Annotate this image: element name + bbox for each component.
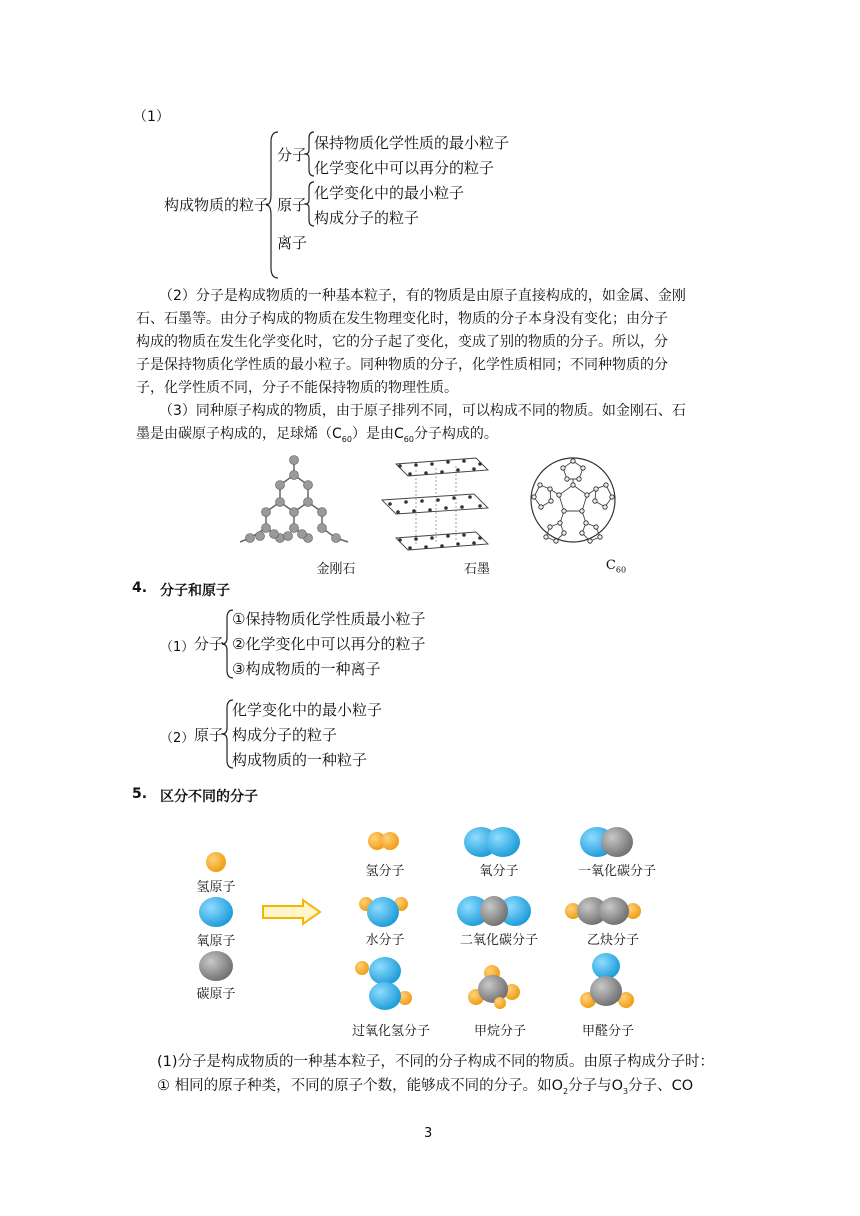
bottom-sub-2: 3 [623, 1086, 629, 1096]
oxygen-molecule [464, 827, 520, 857]
para2-line-1: （2）分子是构成物质的一种基本粒子，有的物质是由原子直接构成的，如金属、金刚 [159, 288, 686, 304]
label-oxygen-molecule: 氧分子 [479, 864, 519, 879]
caption-diamond: 金刚石 [316, 562, 356, 577]
section4-p2-item-3: 构成物质的一种粒子 [232, 751, 368, 769]
formaldehyde-molecule [580, 953, 634, 1008]
label-water-molecule: 水分子 [365, 933, 405, 948]
label-methane-molecule: 甲烷分子 [473, 1024, 526, 1039]
para2-line-4: 子是保持物质化学性质的最小粒子。同种物质的分子，化学性质相同；不同种物质的分 [136, 357, 668, 373]
methane-molecule [468, 965, 520, 1009]
bottom-text-c: 分子、CO [628, 1078, 694, 1094]
oxygen-atom [199, 897, 233, 927]
section4-p1-item-2: ②化学变化中可以再分的粒子 [232, 635, 426, 653]
graphite-structure-image [376, 452, 496, 552]
ion-branch-label: 离子 [277, 234, 308, 252]
para3-line-1: （3）同种原子构成的物质，由于原子排列不同，可以构成不同的物质。如金刚石、石 [159, 403, 686, 419]
label-hydrogen-peroxide-molecule: 过氧化氢分子 [351, 1024, 430, 1039]
section4-p2-item-2: 构成分子的粒子 [232, 726, 338, 744]
tree-root-label: 构成物质的粒子 [164, 196, 270, 214]
label-hydrogen-atom: 氢原子 [196, 880, 236, 895]
bottom-sub-1: 2 [563, 1086, 569, 1096]
water-molecule [359, 897, 408, 927]
label-acetylene-molecule: 乙炔分子 [586, 933, 639, 948]
molecule-item-2: 化学变化中可以再分的粒子 [314, 159, 495, 177]
bottom-para-line-1: (1)分子是构成物质的一种基本粒子，不同的分子构成不同的物质。由原子构成分子时： [157, 1054, 715, 1070]
para3-sub-2: 60 [403, 434, 414, 444]
label-hydrogen-molecule: 氢分子 [365, 864, 405, 879]
carbon-monoxide-molecule [580, 827, 633, 857]
section5-heading: 区分不同的分子 [160, 789, 258, 805]
molecule-branch-label: 分子 [277, 146, 308, 164]
c60-main: C [605, 558, 616, 573]
caption-c60 [596, 558, 636, 575]
label-oxygen-atom: 氧原子 [196, 934, 236, 949]
section5-number: 5. [132, 786, 148, 802]
hydrogen-atom [206, 852, 226, 872]
para2-line-5: 子，化学性质不同，分子不能保持物质的物理性质。 [136, 380, 458, 396]
atom-item-1: 化学变化中的最小粒子 [314, 184, 465, 202]
bottom-text-a: ① 相同的原子种类，不同的原子个数，能够成不同的分子。如O [157, 1078, 564, 1094]
para3-text-c: 分子构成的。 [413, 426, 498, 442]
para2-line-2: 石、石墨等。由分子构成的物质在发生物理变化时，物质的分子本身没有变化；由分子 [136, 311, 668, 327]
molecule-item-1: 保持物质化学性质的最小粒子 [314, 134, 510, 152]
atom-item-2: 构成分子的粒子 [314, 209, 420, 227]
arrow-icon [263, 900, 320, 924]
diamond-structure-image [236, 450, 356, 550]
atom-branch-label: 原子 [277, 196, 308, 214]
hydrogen-peroxide-molecule [355, 957, 412, 1010]
section4-p2-label: （2） [160, 731, 195, 746]
carbon-atom [199, 951, 233, 981]
acetylene-molecule [565, 897, 641, 925]
page-number: 3 [424, 1126, 433, 1141]
caption-graphite: 石墨 [463, 562, 490, 577]
section4-p1-item-1: ①保持物质化学性质最小粒子 [232, 610, 426, 628]
hydrogen-molecule [368, 832, 399, 850]
para3-text-b: ）是由C [351, 426, 404, 442]
section4-p1-item-3: ③构成物质的一种离子 [232, 660, 381, 678]
para2-line-3: 构成的物质在发生化学变化时，它的分子起了变化，变成了别的物质的分子。所以，分 [136, 334, 668, 350]
para3-text-a: 墨是由碳原子构成的，足球烯（C [136, 426, 342, 442]
section4-p2-term: 原子 [194, 726, 225, 744]
label-formaldehyde-molecule: 甲醛分子 [581, 1024, 634, 1039]
label-carbon-dioxide-molecule: 二氧化碳分子 [459, 933, 538, 948]
bottom-para-line-2 [157, 1075, 693, 1103]
label-carbon-monoxide-molecule: 一氧化碳分子 [577, 864, 656, 879]
section4-number: 4. [132, 580, 148, 596]
carbon-dioxide-molecule [457, 896, 531, 926]
c60-structure-image [528, 455, 618, 545]
bottom-text-b: 分子与O [568, 1078, 624, 1094]
section4-heading: 分子和原子 [160, 583, 230, 599]
section4-p1-term: 分子 [194, 635, 225, 653]
para3-sub-1: 60 [341, 434, 352, 444]
section4-p2-item-1: 化学变化中的最小粒子 [232, 701, 383, 719]
label-carbon-atom: 碳原子 [196, 987, 236, 1002]
section4-p1-label: （1） [160, 640, 195, 655]
section1-label: （1） [133, 109, 170, 125]
para3-line-2 [136, 423, 498, 451]
c60-sub: 60 [615, 565, 627, 575]
